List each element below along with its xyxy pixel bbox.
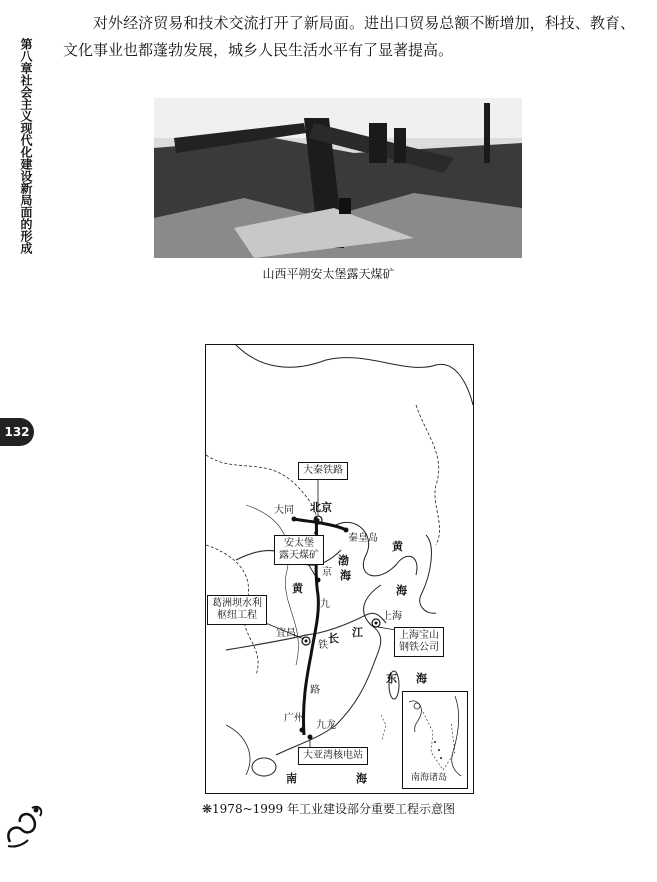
east-sea-char1: 东 xyxy=(386,672,397,685)
mine-photo xyxy=(154,98,522,258)
railway-char-jiu: 九 xyxy=(320,599,330,610)
antaibao-line1: 安太堡 xyxy=(284,538,314,549)
gezhouba-label xyxy=(207,595,267,625)
south-sea-char1: 南 xyxy=(286,772,297,785)
baoshan-line2: 钢铁公司 xyxy=(399,642,439,653)
inset-label: 南海诸岛 xyxy=(411,773,448,783)
body-paragraph: 对外经济贸易和技术交流打开了新局面。进出口贸易总额不断增加，科技、教育、文化事业也都蓬勃发展，城乡人民生活水平有了显著提高。 xyxy=(63,14,635,59)
place-jiulong: 九龙 xyxy=(316,720,336,731)
baoshan-line1: 上海宝山 xyxy=(399,630,439,641)
place-beijing: 北京 xyxy=(310,501,332,514)
chapter-label xyxy=(5,38,33,254)
railway-char-jing: 京 xyxy=(322,567,332,578)
south-sea-char2: 海 xyxy=(356,772,367,785)
place-shanghai: 上海 xyxy=(382,611,402,622)
yellow-sea-char1: 黄 xyxy=(392,540,403,553)
bohai-char2: 海 xyxy=(340,569,351,582)
railway-char-tie: 铁 xyxy=(318,640,328,651)
photo-caption: 山西平朔安太堡露天煤矿 xyxy=(262,267,395,281)
side-strip xyxy=(0,0,36,882)
dayawan-text: 大亚湾核电站 xyxy=(303,750,363,761)
chapter-title: 社会主义现代化建设新局面的形成 xyxy=(19,74,33,254)
south-china-sea-inset xyxy=(402,691,468,789)
antaibao-line2: 露天煤矿 xyxy=(279,550,319,561)
place-guangzhou: 广州 xyxy=(284,713,304,724)
huanghe-char: 黄 xyxy=(292,582,303,595)
yellow-sea-char2: 海 xyxy=(396,584,407,597)
daqin-text: 大秦铁路 xyxy=(303,465,343,476)
east-sea-char2: 海 xyxy=(416,672,427,685)
map xyxy=(205,344,474,794)
gezhouba-line2: 枢纽工程 xyxy=(217,610,257,621)
dayawan-label xyxy=(298,747,368,765)
place-datong: 大同 xyxy=(274,505,294,516)
gezhouba-line1: 葛洲坝水利 xyxy=(212,598,262,609)
page-number: 132 xyxy=(0,418,34,446)
place-qinhuangdao: 秦皇岛 xyxy=(348,533,378,544)
chapter-number: 第八章 xyxy=(19,38,33,74)
railway-char-lu: 路 xyxy=(310,685,320,696)
bohai-char1: 渤 xyxy=(338,554,349,567)
place-yichang: 宜昌 xyxy=(276,628,296,639)
changjiang-char2: 江 xyxy=(352,626,363,639)
changjiang-char1: 长 xyxy=(328,632,339,645)
map-caption: ❋1978~1999 年工业建设部分重要工程示意图 xyxy=(201,802,455,816)
antaibao-label xyxy=(274,535,324,565)
baoshan-label xyxy=(394,627,444,657)
daqin-railway-label xyxy=(298,462,348,480)
